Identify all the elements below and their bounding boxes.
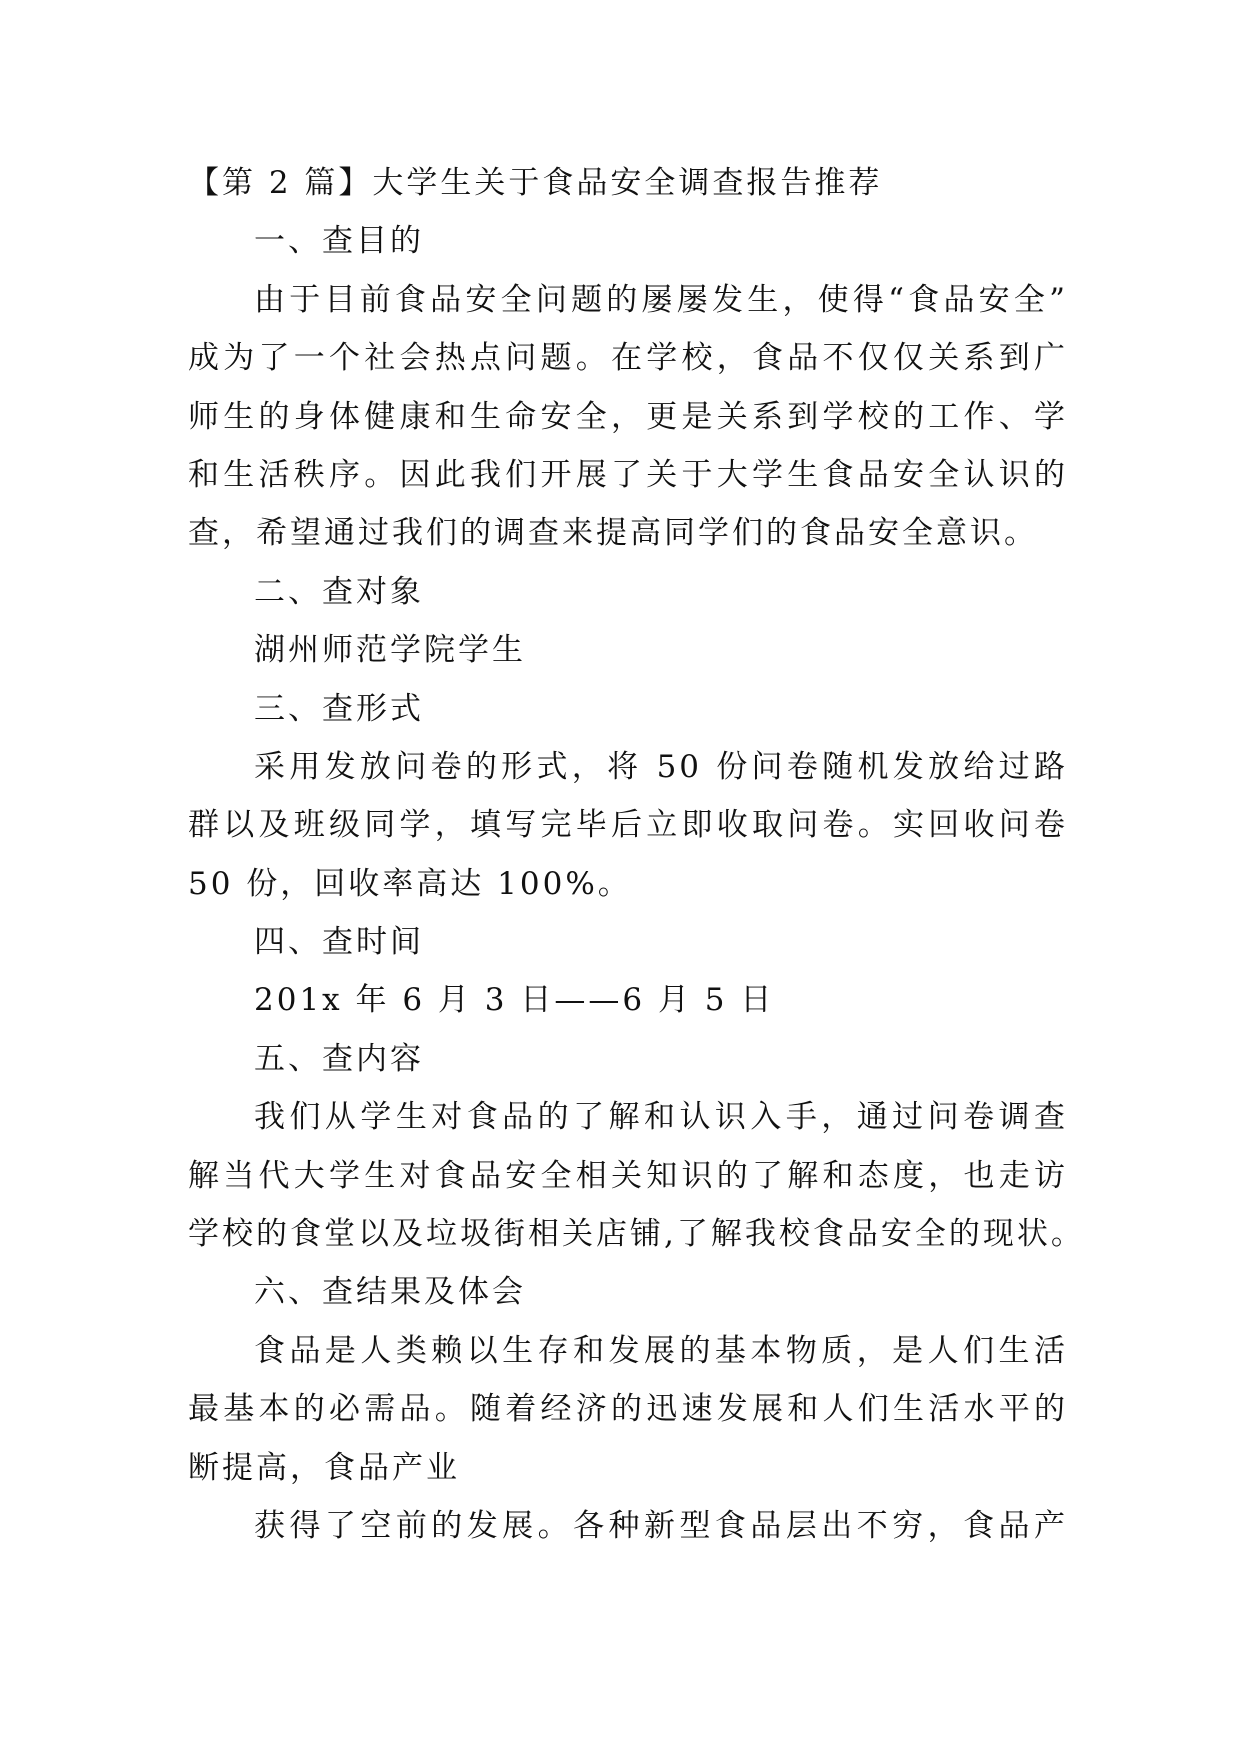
- paragraph-line: 我们从学生对食品的了解和认识入手，通过问卷调查: [254, 1099, 1068, 1136]
- paragraph-line: 查，希望通过我们的调查来提高同学们的食品安全意识。: [188, 515, 1038, 552]
- section-heading: 一、查目的: [254, 223, 424, 260]
- paragraph-line: 食品是人类赖以生存和发展的基本物质，是人们生活: [254, 1332, 1068, 1369]
- document-title: 【第 2 篇】大学生关于食品安全调查报告推荐: [188, 165, 883, 201]
- paragraph-line: 解当代大学生对食品安全相关知识的了解和态度，也走访: [188, 1157, 1068, 1194]
- paragraph-line: 群以及班级同学，填写完毕后立即收取问卷。实回收问卷: [188, 807, 1068, 844]
- paragraph-line: 201x 年 6 月 3 日——6 月 5 日: [254, 982, 775, 1019]
- paragraph-line: 由于目前食品安全问题的屡屡发生，使得“食品安全”: [254, 281, 1068, 318]
- paragraph-line: 学校的食堂以及垃圾街相关店铺,了解我校食品安全的现状。: [188, 1216, 1085, 1253]
- section-heading: 六、查结果及体会: [254, 1274, 526, 1311]
- section-heading: 二、查对象: [254, 573, 424, 610]
- paragraph-line: 湖州师范学院学生: [254, 632, 526, 669]
- section-heading: 三、查形式: [254, 690, 424, 727]
- paragraph-line: 获得了空前的发展。各种新型食品层出不穷，食品产: [254, 1507, 1068, 1544]
- paragraph-line: 采用发放问卷的形式，将 50 份问卷随机发放给过路: [254, 748, 1068, 785]
- section-heading: 五、查内容: [254, 1040, 424, 1077]
- paragraph-line: 和生活秩序。因此我们开展了关于大学生食品安全认识的: [188, 456, 1068, 493]
- section-heading: 四、查时间: [254, 924, 424, 961]
- paragraph-line: 师生的身体健康和生命安全，更是关系到学校的工作、学: [188, 398, 1068, 435]
- paragraph-line: 50 份，回收率高达 100%。: [188, 865, 632, 902]
- paragraph-line: 断提高，食品产业: [188, 1449, 460, 1486]
- paragraph-line: 最基本的必需品。随着经济的迅速发展和人们生活水平的: [188, 1391, 1068, 1428]
- paragraph-line: 成为了一个社会热点问题。在学校，食品不仅仅关系到广: [188, 340, 1068, 377]
- document-body: [188, 154, 1085, 1555]
